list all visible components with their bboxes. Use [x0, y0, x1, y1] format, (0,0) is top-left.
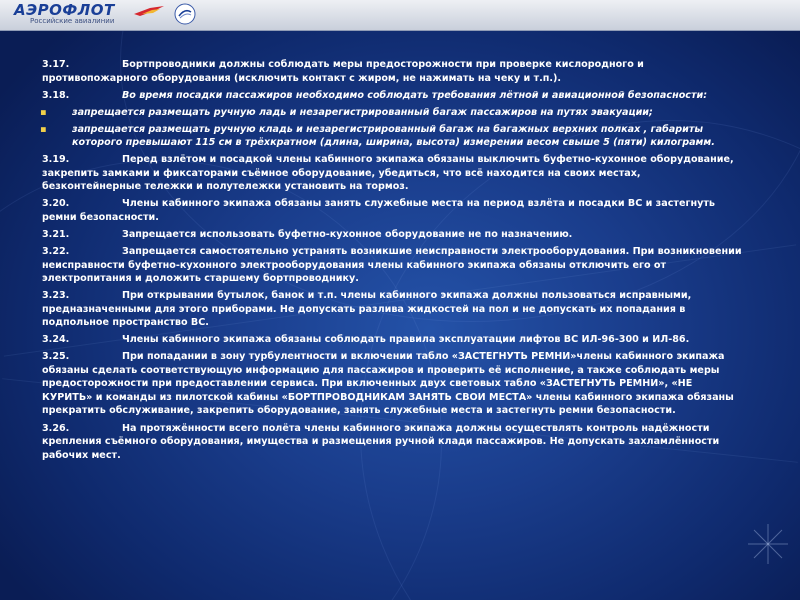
paragraph-text: При попадании в зону турбулентности и включении табло «ЗАСТЕГНУТЬ РЕМНИ»члены кабинного экипажа обязаны сделать соответствующую информацию для пассажиров и проверить её исполнение, а также соблюдать меры предосторожности при предоставлении сервиса. При включенных двух световых табло «ЗАСТЕГНУТЬ РЕМНИ», «НЕ КУРИТЬ» и команды из пилотской кабины «БОРТПРОВОДНИКАМ ЗАНЯТЬ СВОИ МЕСТА» члены кабинного экипажа обязаны прекратить обслуживание, закрепить оборудование, занять служебные места и застегнуть ремни безопасности. [42, 351, 734, 417]
regulation-paragraph [42, 350, 742, 418]
regulation-paragraph [42, 153, 742, 194]
regulation-paragraph [42, 422, 742, 463]
paragraph-text: Бортпроводники должны соблюдать меры предосторожности при проверке кислородного и противопожарного оборудования (исключить контакт с жиром, не нажимать на чеку и т.п.). [42, 59, 644, 84]
paragraph-number: 3.17. [42, 59, 70, 70]
aeroflot-logo-subtitle: Российские авиалинии [30, 17, 115, 25]
paragraph-text: На протяжённости всего полёта члены кабинного экипажа должны осуществлять контроль надёжности крепления съёмного оборудования, имущества и размещения ручной клади пассажиров. Не допускать захламлённости рабочих мест. [42, 422, 720, 461]
paragraph-number: 3.20. [42, 198, 70, 210]
bullet-item [42, 106, 742, 120]
paragraph-text: Члены кабинного экипажа обязаны занять служебные места на период взлёта и посадки ВС и застегнуть ремни безопасности. [42, 198, 715, 223]
paragraph-text: запрещается размещать ручную кладь и незарегистрированный багаж на багажных верхних полках , габариты которого превышают 115 см в трёхкратном (длина, ширина, высота) измерении весом свыше 5 (пяти) килограмм. [72, 123, 715, 149]
paragraph-text: Члены кабинного экипажа обязаны соблюдать правила эксплуатации лифтов ВС ИЛ-96-300 и ИЛ-86. [122, 334, 690, 346]
aeroflot-logo-text: АЭРОФЛОТ [14, 1, 115, 19]
regulation-paragraph [42, 228, 742, 242]
bullet-item [42, 123, 742, 150]
paragraph-text: Запрещается использовать буфетно-кухонное оборудование не по назначению. [122, 229, 573, 241]
paragraph-number: 3.26. [42, 422, 70, 434]
regulation-paragraph [42, 289, 742, 330]
paragraph-text: запрещается размещать ручную ладь и незарегистрированный багаж пассажиров на путях эвакуации; [72, 106, 653, 118]
paragraph-number: 3.24. [42, 334, 70, 346]
paragraph-number: 3.25. [42, 351, 70, 363]
regulations-text [42, 58, 742, 466]
aeroflot-wing-icon [132, 4, 166, 18]
paragraph-number: 3.22. [42, 246, 70, 258]
paragraph-number: 3.21. [42, 229, 70, 241]
regulation-paragraph [42, 333, 742, 347]
paragraph-number: 3.19. [42, 154, 70, 166]
bullet-marker: ▪ [40, 106, 47, 118]
regulation-paragraph [42, 245, 742, 286]
bullet-marker: ▪ [40, 123, 47, 135]
decorative-star-icon [746, 522, 790, 566]
skyteam-logo-icon [174, 3, 196, 25]
paragraph-text: Во время посадки пассажиров необходимо соблюдать требования лётной и авиационной безопасности: [122, 89, 708, 101]
regulation-paragraph [42, 58, 742, 85]
paragraph-text: Перед взлётом и посадкой члены кабинного экипажа обязаны выключить буфетно-кухонное оборудование, закрепить замками и фиксаторами съёмное оборудование, убедиться, что всё находится на своих местах, безконтейнерные тележки и полутележки установить на тормоз. [42, 154, 734, 193]
regulation-paragraph [42, 197, 742, 224]
regulation-paragraph [42, 89, 742, 103]
paragraph-text: Запрещается самостоятельно устранять возникшие неисправности электрооборудования. При возникновении неисправности буфетно-кухонного электрооборудования члены кабинного экипажа обязаны отключить его от электропитания и доложить старшему бортпроводнику. [42, 246, 742, 285]
paragraph-number: 3.18. [42, 89, 70, 101]
paragraph-text: При открывании бутылок, банок и т.п. члены кабинного экипажа должны пользоваться исправными, предназначенными для этого приборами. Не допускать разлива жидкостей на пол и не допускать их попадания в подпольное пространство ВС. [42, 290, 692, 329]
paragraph-number: 3.23. [42, 290, 70, 302]
header-bar [0, 0, 800, 31]
